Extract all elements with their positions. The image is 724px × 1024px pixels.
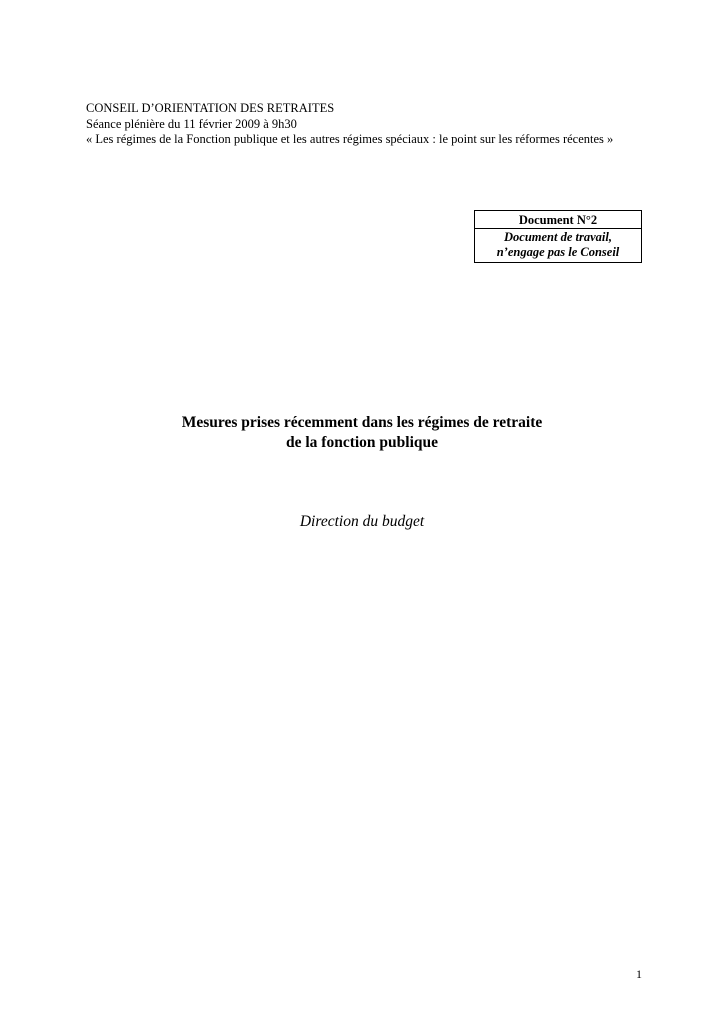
document-title — [0, 413, 724, 453]
disclaimer-line-1: Document de travail, — [504, 230, 612, 244]
session-theme: « Les régimes de la Fonction publique et les autres régimes spéciaux : le point sur les réformes récentes » — [86, 132, 614, 146]
title-line-1: Mesures prises récemment dans les régimes de retraite — [181, 414, 543, 431]
page-number: 1 — [636, 967, 642, 981]
organization-name: CONSEIL D’ORIENTATION DES RETRAITES — [86, 101, 335, 115]
disclaimer-line-2: n’engage pas le Conseil — [496, 245, 620, 259]
document-number-box — [474, 210, 642, 263]
document-disclaimer — [475, 229, 641, 262]
session-info: Séance plénière du 11 février 2009 à 9h30 — [86, 116, 297, 131]
document-number: Document N°2 — [475, 211, 641, 229]
document-author: Direction du budget — [299, 513, 425, 530]
title-line-2: de la fonction publique — [285, 434, 439, 451]
document-header — [86, 101, 626, 148]
